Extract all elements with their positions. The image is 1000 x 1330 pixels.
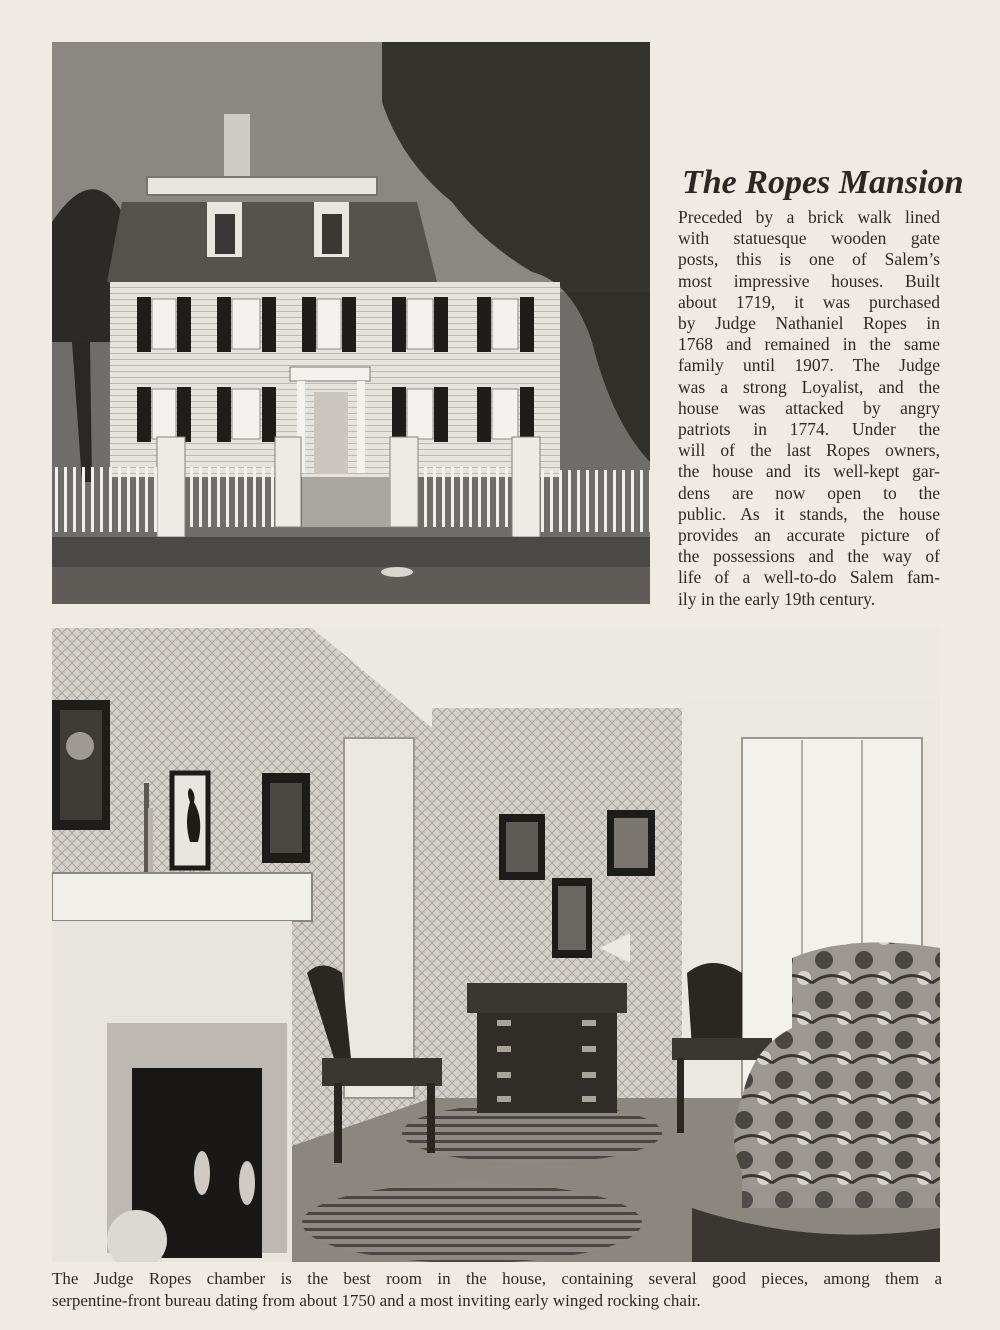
caption-line: serpentine-front bureau dating from about 1750 and a most inviting early winged rocking chair. — [52, 1290, 701, 1310]
article-title: The Ropes Mansion — [682, 163, 964, 201]
body-line: patriots in 1774. Under the — [678, 419, 940, 440]
body-line: provides an accurate picture of — [678, 525, 940, 546]
body-line: life of a well-to-do Salem fam- — [678, 567, 940, 588]
body-line: with statuesque wooden gate — [678, 228, 940, 249]
body-line: by Judge Nathaniel Ropes in — [678, 313, 940, 334]
caption-line: The Judge Ropes chamber is the best room in the house, containing several good pieces, among them a — [52, 1269, 942, 1288]
chamber-interior-illustration — [52, 628, 940, 1262]
article-body — [678, 207, 940, 610]
body-line: Preceded by a brick walk lined — [678, 207, 940, 227]
body-line: about 1719, it was purchased — [678, 291, 940, 312]
body-line: was a strong Loyalist, and the — [678, 376, 940, 397]
body-line: family until 1907. The Judge — [678, 355, 940, 376]
body-line: dens are now open to the — [678, 482, 940, 503]
body-line: most impressive houses. Built — [678, 270, 940, 291]
body-line: 1768 and remained in the same — [678, 334, 940, 355]
body-line: the possessions and the way of — [678, 546, 940, 567]
body-line: posts, this is one of Salem’s — [678, 249, 940, 270]
body-line: ily in the early 19th century. — [678, 588, 876, 609]
photo-caption — [52, 1268, 942, 1311]
mansion-exterior-illustration — [52, 42, 650, 604]
body-line: will of the last Ropes owners, — [678, 440, 940, 461]
body-line: the house and its well-kept gar- — [678, 461, 940, 482]
body-line: public. As it stands, the house — [678, 503, 940, 524]
mansion-exterior-photo — [52, 42, 650, 604]
chamber-interior-photo — [52, 628, 940, 1262]
body-line: house was attacked by angry — [678, 397, 940, 418]
